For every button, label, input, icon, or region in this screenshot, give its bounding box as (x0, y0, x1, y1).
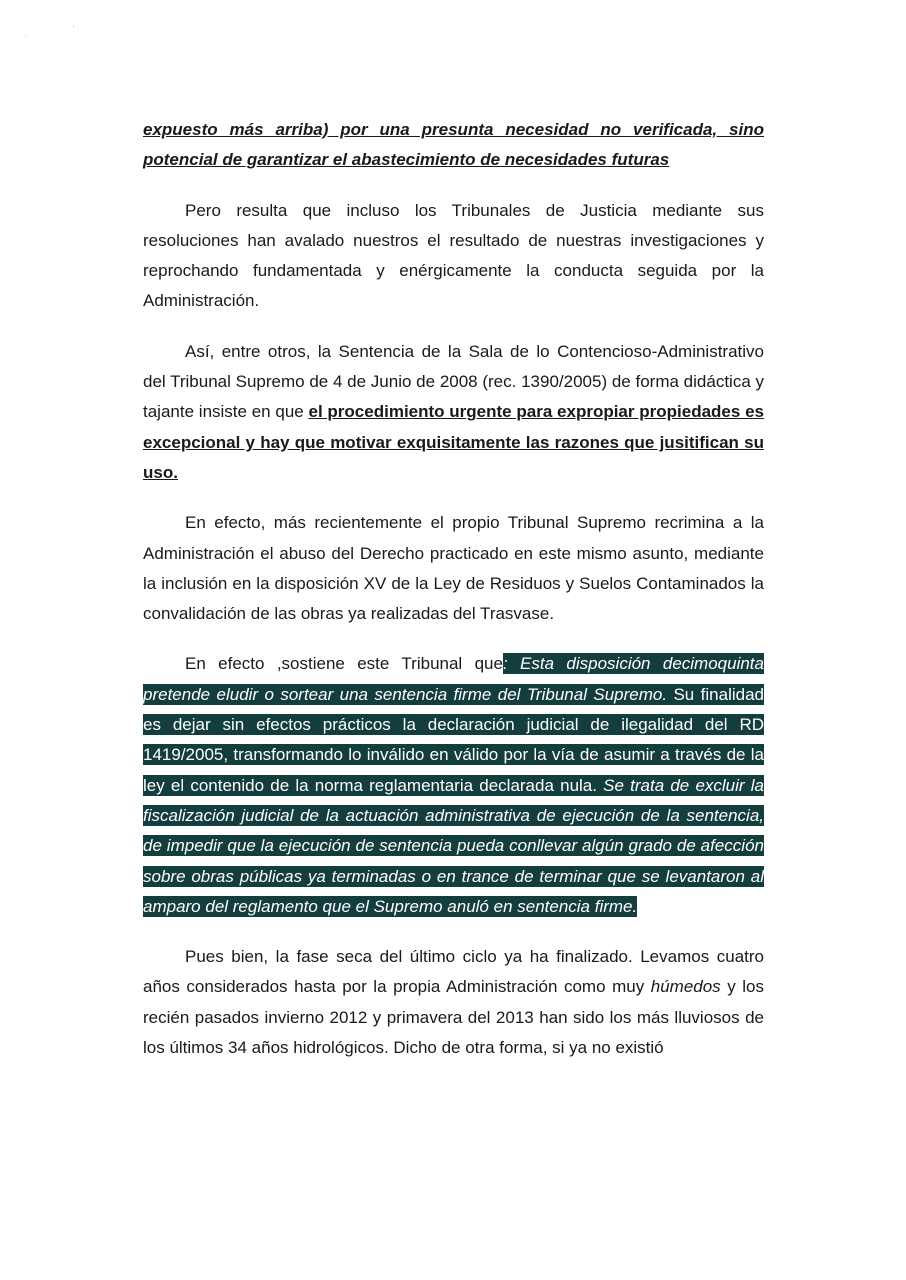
paragraph-continuation (143, 115, 764, 176)
document-page (143, 115, 764, 1063)
scan-speck: · (24, 30, 27, 40)
paragraph-text: Pues bien, la fase seca del último ciclo ya ha finalizado. Levamos cuatro años considerados hasta por la propia Administración como muy (143, 947, 764, 997)
italic-word: húmedos (650, 977, 721, 997)
scan-speck: ' (73, 24, 75, 34)
paragraph-fase-seca (143, 942, 764, 1063)
paragraph-text: Así, entre otros, la Sentencia de la Sala de lo Contencioso-Administrativo del Tribunal Supremo de 4 de Junio de 2008 (rec. 1390/2005) de forma didáctica y tajante insiste en que (143, 341, 764, 422)
highlighted-quote: Su finalidad es dejar sin efectos prácticos la declaración judicial de ilegalidad del RD 1419/2005, transformando lo inválido en válido por la vía de asumir a través de la ley el contenido de la norma reglamentaria declarada nula. (143, 684, 764, 795)
emphasis-text: expuesto más arriba) por una presunta necesidad no verificada, sino potencial de garantizar el abastecimiento de necesidades futuras (143, 120, 764, 170)
paragraph-sentencia (143, 337, 764, 488)
highlighted-quote: Se trata de excluir la fiscalización judicial de la actuación administrativa de ejecución de la sentencia, de impedir que la ejecución de sentencia pueda conllevar algún grado de afección sobre obras públicas ya terminadas o en trance de terminar que se levantaron al amparo del reglamento que el Supremo anuló en sentencia firme. (143, 775, 764, 916)
paragraph-abuso-derecho: En efecto, más recientemente el propio Tribunal Supremo recrimina a la Administración el abuso del Derecho practicado en este mismo asunto, mediante la inclusión en la disposición XV de la Ley de Residuos y Suelos Contaminados la convalidación de las obras ya realizadas del Trasvase. (143, 513, 764, 624)
paragraph-text: y los recién pasados invierno 2012 y primavera del 2013 han sido los más lluviosos de los últimos 34 años hidrológicos. Dicho de otra forma, si ya no existió (143, 977, 765, 1058)
paragraph-tribunales: Pero resulta que incluso los Tribunales de Justicia mediante sus resoluciones han avalado nuestros el resultado de nuestras investigaciones y reprochando fundamentada y enérgicamente la conducta seguida por la Administración. (143, 200, 764, 311)
emphasis-text: el procedimiento urgente para expropiar propiedades es excepcional y hay que motivar exquisitamente las razones que jusitifican su uso. (143, 402, 764, 482)
highlighted-quote: : Esta disposición decimoquinta pretende eludir o sortear una sentencia firme del Tribunal Supremo. (143, 654, 764, 704)
paragraph-quote (143, 649, 764, 922)
quote-lead: En efecto ,sostiene este Tribunal que (185, 654, 503, 674)
